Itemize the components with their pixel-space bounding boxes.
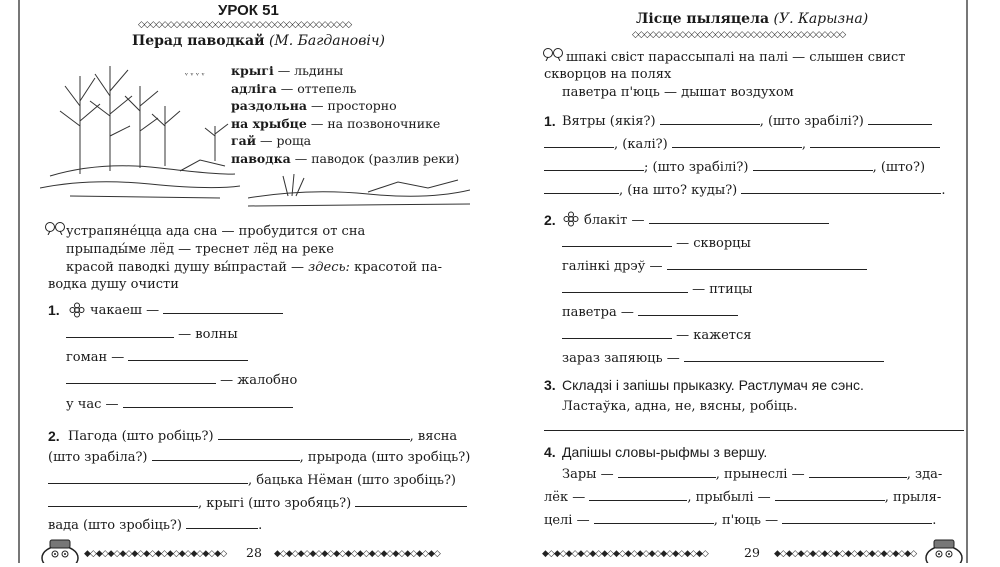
answer-blank[interactable] — [152, 449, 300, 461]
phrase-line: прыпады́ме лёд — треснет лёд на реке — [66, 242, 334, 257]
poem-heading — [132, 33, 385, 49]
exercise-line: ; (што зрабілі?) , (што?) — [544, 159, 925, 175]
answer-blank[interactable] — [809, 466, 907, 478]
phrase-line: водка душу очисти — [48, 277, 179, 292]
answer-blank[interactable] — [544, 182, 619, 194]
answer-blank[interactable] — [684, 350, 884, 362]
exercise-row: чакаеш — — [90, 302, 283, 318]
left-page — [18, 0, 472, 563]
answer-blank[interactable] — [544, 136, 614, 148]
footer-ornament: ◆◇◆◇◆◇◆◇◆◇◆◇◆◇◆◇◆◇◆◇◆◇◆◇◆◇◆◇ — [542, 549, 708, 558]
exercise-line: (што зрабіла?) , прырода (што зробіць?) — [48, 450, 471, 465]
footer-ornament: ◆◇◆◇◆◇◆◇◆◇◆◇◆◇◆◇◆◇◆◇◆◇◆◇◆◇◆◇ — [274, 549, 440, 558]
answer-blank[interactable] — [672, 136, 802, 148]
exercise-task: Дапішы словы-рыфмы з вершу. — [562, 444, 768, 460]
answer-blank[interactable] — [355, 495, 467, 507]
exercise-number: 2. — [48, 428, 60, 444]
answer-blank[interactable] — [123, 396, 293, 408]
glasses-icon — [44, 221, 66, 239]
exercise-task: Складзі і запішы прыказку. Растлумач яе сэнс. — [562, 377, 864, 393]
mascot-icon — [40, 536, 80, 567]
phrase-line: шпакі свіст парассыпалі на палі — слышен свист — [566, 50, 906, 65]
footer-ornament: ◆◇◆◇◆◇◆◇◆◇◆◇◆◇◆◇◆◇◆◇◆◇◆◇ — [774, 549, 917, 558]
exercise-line: Пагода (што робіць?) , вясна — [68, 429, 458, 444]
exercise-row: — кажется — [562, 327, 751, 343]
exercise-line: , крыгі (што зробяць?) — [48, 495, 467, 511]
answer-blank[interactable] — [810, 136, 940, 148]
svg-text:ᵛ ᵛ ᵛ ᵛ: ᵛ ᵛ ᵛ ᵛ — [185, 71, 205, 80]
exercise-row: — жалобно — [66, 372, 297, 388]
exercise-line: Вятры (якія?) , (што зрабілі?) — [562, 113, 932, 129]
phrase-line: устрапяне́цца ада сна — пробудится от сна — [66, 224, 366, 239]
page-number: 29 — [744, 545, 760, 560]
exercise-number: 3. — [544, 377, 556, 393]
answer-line[interactable] — [544, 430, 964, 431]
phrase-line: паветра п'юць — дышат воздухом — [562, 85, 794, 100]
landscape-right-illustration — [248, 168, 470, 208]
glossary-item: на хрыбце — на позвоночнике — [231, 115, 441, 131]
page-number: 28 — [246, 545, 262, 560]
exercise-line: Зары — , прынеслі — , зда- — [562, 467, 943, 482]
answer-blank[interactable] — [589, 489, 687, 501]
exercise-row: зараз запяюць — — [562, 350, 884, 366]
flower-icon — [562, 211, 580, 231]
answer-blank[interactable] — [218, 428, 410, 440]
exercise-row: у час — — [66, 396, 293, 412]
exercise-line: лёк — , прыбылі — , прыля- — [544, 490, 942, 505]
answer-blank[interactable] — [775, 489, 885, 501]
glossary-item: гай — роща — [231, 133, 312, 148]
exercise-words: Ластаўка, адна, не, вясны, робіць. — [562, 399, 798, 414]
answer-blank[interactable] — [594, 512, 714, 524]
answer-blank[interactable] — [186, 517, 258, 529]
answer-blank[interactable] — [667, 258, 867, 270]
exercise-number: 1. — [544, 113, 556, 129]
exercise-line: , (калі?) , — [544, 136, 940, 152]
glossary-item: паводка — паводок (разлив реки) — [231, 150, 460, 166]
phrase-line: красой паводкі душу вы́прастай — здесь: красотой па- — [66, 260, 442, 275]
title-ornament: ◇◇◇◇◇◇◇◇◇◇◇◇◇◇◇◇◇◇◇◇◇◇◇◇◇◇◇◇◇◇◇◇◇◇◇◇ — [632, 30, 846, 39]
lesson-title: УРОК 51 — [218, 2, 279, 19]
answer-blank[interactable] — [48, 495, 198, 507]
poem-title: Лісце пыляцела — [636, 11, 770, 27]
glossary-item: раздольна — просторно — [231, 98, 397, 113]
exercise-line: целі — , п'юць — . — [544, 513, 937, 528]
exercise-row: — птицы — [562, 281, 753, 297]
answer-blank[interactable] — [163, 302, 283, 314]
glasses-icon — [542, 46, 564, 65]
answer-blank[interactable] — [48, 472, 248, 484]
exercise-number: 2. — [544, 212, 556, 228]
answer-blank[interactable] — [638, 304, 738, 316]
exercise-row: паветра — — [562, 304, 738, 320]
exercise-row: — волны — [66, 326, 238, 342]
answer-blank[interactable] — [544, 159, 644, 171]
answer-blank[interactable] — [649, 212, 829, 224]
right-page — [536, 0, 968, 563]
phrase-line: скворцов на полях — [544, 67, 672, 82]
answer-blank[interactable] — [562, 235, 672, 247]
glossary — [231, 62, 459, 167]
glossary-item: крыгі — льдины — [231, 63, 344, 78]
answer-blank[interactable] — [660, 113, 760, 125]
answer-blank[interactable] — [618, 466, 716, 478]
exercise-row: — скворцы — [562, 235, 751, 251]
exercise-row: блакіт — — [584, 212, 829, 228]
poem-heading — [636, 11, 868, 27]
title-ornament: ◇◇◇◇◇◇◇◇◇◇◇◇◇◇◇◇◇◇◇◇◇◇◇◇◇◇◇◇◇◇◇◇◇◇◇◇ — [138, 20, 352, 29]
exercise-line: , бацька Нёман (што зробіць?) — [48, 472, 456, 488]
answer-blank[interactable] — [66, 326, 174, 338]
flower-icon — [68, 302, 86, 322]
answer-blank[interactable] — [128, 349, 248, 361]
answer-blank[interactable] — [66, 372, 216, 384]
footer-ornament: ◆◇◆◇◆◇◆◇◆◇◆◇◆◇◆◇◆◇◆◇◆◇◆◇ — [84, 549, 227, 558]
exercise-number: 1. — [48, 302, 60, 318]
poem-author: (У. Карызна) — [773, 11, 869, 27]
answer-blank[interactable] — [753, 159, 873, 171]
answer-blank[interactable] — [741, 182, 941, 194]
answer-blank[interactable] — [782, 512, 932, 524]
answer-blank[interactable] — [562, 281, 688, 293]
exercise-number: 4. — [544, 444, 556, 460]
exercise-line: , (на што? куды?) . — [544, 182, 946, 198]
exercise-row: гоман — — [66, 349, 248, 365]
poem-title: Перад паводкай — [132, 33, 265, 49]
exercise-row: галінкі дрэў — — [562, 258, 867, 274]
landscape-illustration — [40, 56, 240, 206]
poem-author: (М. Багдановіч) — [268, 33, 386, 49]
exercise-line: вада (што зробіць?) . — [48, 518, 263, 533]
mascot-icon — [924, 536, 964, 567]
answer-blank[interactable] — [562, 327, 672, 339]
glossary-item: адліга — оттепель — [231, 80, 357, 96]
answer-blank[interactable] — [868, 113, 932, 125]
